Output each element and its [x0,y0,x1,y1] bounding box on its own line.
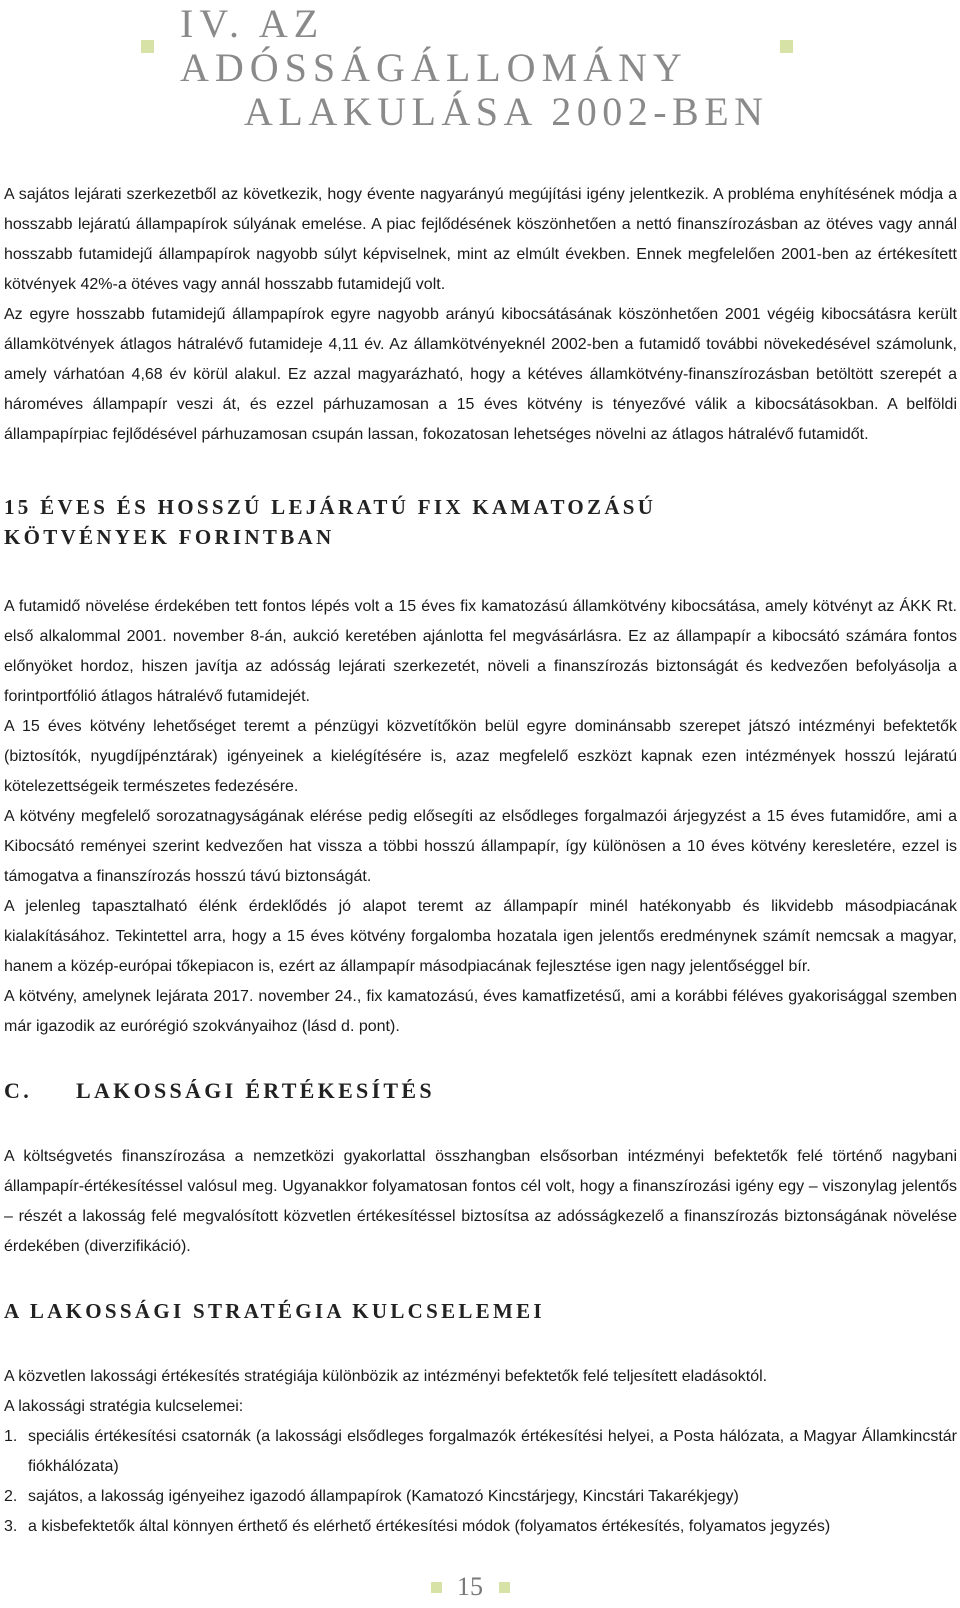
decorative-square-icon [431,1582,442,1593]
chapter-title [180,2,820,134]
section-15-paragraph-1: A futamidő növelése érdekében tett fontos lépés volt a 15 éves fix kamatozású államkötvény kibocsátása, amely kötvényt az ÁKK Rt. első alkalommal 2001. november 8-án, aukció keretében ajánlotta fel megvásárlásra. Ez az állampapír a kibocsátó számára fontos előnyöket hordoz, hiszen javítja az adósság lejárati szerkezetét, növeli a finanszírozás biztonságát és kedvezően befolyásolja a forintportfólió átlagos hátralévő futamidejét. [4,598,957,705]
strategy-list [0,1422,960,1542]
list-item-text: a kisbefektetők által könnyen érthető és elérhető értékesítési módok (folyamatos értékesítés, folyamatos jegyzés) [28,1518,831,1535]
section-15-paragraph-5: A kötvény, amelynek lejárata 2017. november 24., fix kamatozású, éves kamatfizetésű, ami a korábbi féléves gyakorisággal szemben már igazodik az eurórégió szokványaihoz (lásd d. pont). [4,988,957,1035]
section-a-paragraph-2: A lakossági stratégia kulcselemei: [4,1398,244,1415]
chapter-title-line-2: ALAKULÁSA 2002-BEN [244,89,769,134]
decorative-square-icon [141,40,154,53]
main-content [0,180,960,1542]
section-heading-line-2: KÖTVÉNYEK FORINTBAN [4,525,335,549]
list-item-text: sajátos, a lakosság igényeihez igazodó állampapírok (Kamatozó Kincstárjegy, Kincstári Takarékjegy) [28,1488,739,1505]
section-letter: C. [4,1078,32,1103]
list-item [0,1422,960,1482]
section-heading-text: LAKOSSÁGI ÉRTÉKESÍTÉS [76,1078,435,1103]
list-item-text: speciális értékesítési csatornák (a lakossági elsődleges forgalmazók értékesítési helyei, a Posta hálózata, a Magyar Államkincstár fiókhálózata) [28,1428,957,1475]
decorative-square-icon [499,1582,510,1593]
page-header [0,0,960,134]
section-15-paragraph-4: A jelenleg tapasztalható élénk érdeklődés jó alapot teremt az állampapír minél hatékonyabb és likvidebb másodpiacának kialakításához. Tekintettel arra, hogy a 15 éves kötvény forgalomba hozatala igen jelentős eredménynek számít nemcsak a magyar, hanem a közép-európai tőkepiacon is, ezért az állampapír másodpiacának fejlesztése igen nagy jelentőséggel bír. [4,898,957,975]
section-15-paragraph-2: A 15 éves kötvény lehetőséget teremt a pénzügyi közvetítőkön belül egyre dominánsabb szerepet játszó intézményi befektetők (biztosítók, nyugdíjpénztárak) igényeinek a kielégítésére is, azaz megfelelő eszközt kapnak ezen intézmények hosszú lejáratú kötelezettségeik természetes fedezésére. [4,718,957,795]
section-15-paragraph-3: A kötvény megfelelő sorozatnagyságának elérése pedig elősegíti az elsődleges forgalmazói árjegyzést a 15 éves futamidőre, ami a Kibocsátó reményei szerint kedvezően hat vissza a többi hosszú állampapír, így különösen a 10 éves kötvény keresletére, ezzel is támogatva a finanszírozás hosszú távú biztonságát. [4,808,957,885]
list-item [0,1482,960,1512]
list-item-number: 2. [4,1488,18,1505]
decorative-square-icon [780,40,793,53]
page-footer [0,1572,960,1608]
section-heading-line-1: 15 ÉVES ÉS HOSSZÚ LEJÁRATÚ FIX KAMATOZÁSÚ [4,495,657,519]
page-number: 15 [457,1572,483,1601]
section-a-paragraph-1: A közvetlen lakossági értékesítés stratégiája különbözik az intézményi befektetők felé teljesített eladásoktól. [4,1368,768,1385]
list-item-number: 1. [4,1428,18,1445]
intro-paragraph-2: Az egyre hosszabb futamidejű állampapírok egyre nagyobb arányú kibocsátásának köszönhetően 2001 végéig kibocsátásra került államkötvények átlagos hátralévő futamideje 4,11 év. Az államkötvényeknél 2002-ben a futamidő további növekedésével számolunk, amely várhatóan 4,68 év körül alakul. Ez azzal magyarázható, hogy a kétéves államkötvény-finanszírozásban betöltött szerepét a hároméves állampapír veszi át, és ezzel párhuzamosan a 15 éves kötvény is tényezővé válik a kibocsátásokban. A belföldi állampapírpiac fejlődésével párhuzamosan csupán lassan, fokozatosan lehetséges növelni az átlagos hátralévő futamidőt. [4,306,957,443]
section-heading-15-year-bonds [0,492,960,552]
section-heading-retail-strategy: A LAKOSSÁGI STRATÉGIA KULCSELEMEI [4,1299,545,1323]
chapter-title-line-1: IV. AZ ADÓSSÁGÁLLOMÁNY [180,1,688,90]
section-heading-retail-sales [0,1076,960,1106]
list-item-number: 3. [4,1518,18,1535]
list-item [0,1512,960,1542]
intro-paragraph-1: A sajátos lejárati szerkezetből az következik, hogy évente nagyarányú megújítási igény jelentkezik. A probléma enyhítésének módja a hosszabb lejáratú állampapírok súlyának emelése. A piac fejlődésének köszönhetően a nettó finanszírozásban az ötéves vagy annál hosszabb futamidejű állampapírok nagyobb súlyt képviselnek, mint az elmúlt években. Ennek megfelelően 2001-ben az értékesített kötvények 42%-a ötéves vagy annál hosszabb futamidejű volt. [4,186,957,293]
section-c-paragraph-1: A költségvetés finanszírozása a nemzetközi gyakorlattal összhangban elsősorban intézményi befektetők felé történő nagybani állampapír-értékesítéssel valósul meg. Ugyanakkor folyamatosan fontos cél volt, hogy a finanszírozási igény egy – viszonylag jelentős – részét a lakosság felé megvalósított közvetlen értékesítéssel biztosítsa az adósságkezelő a finanszírozás biztonságának növelése érdekében (diverzifikáció). [4,1148,957,1255]
